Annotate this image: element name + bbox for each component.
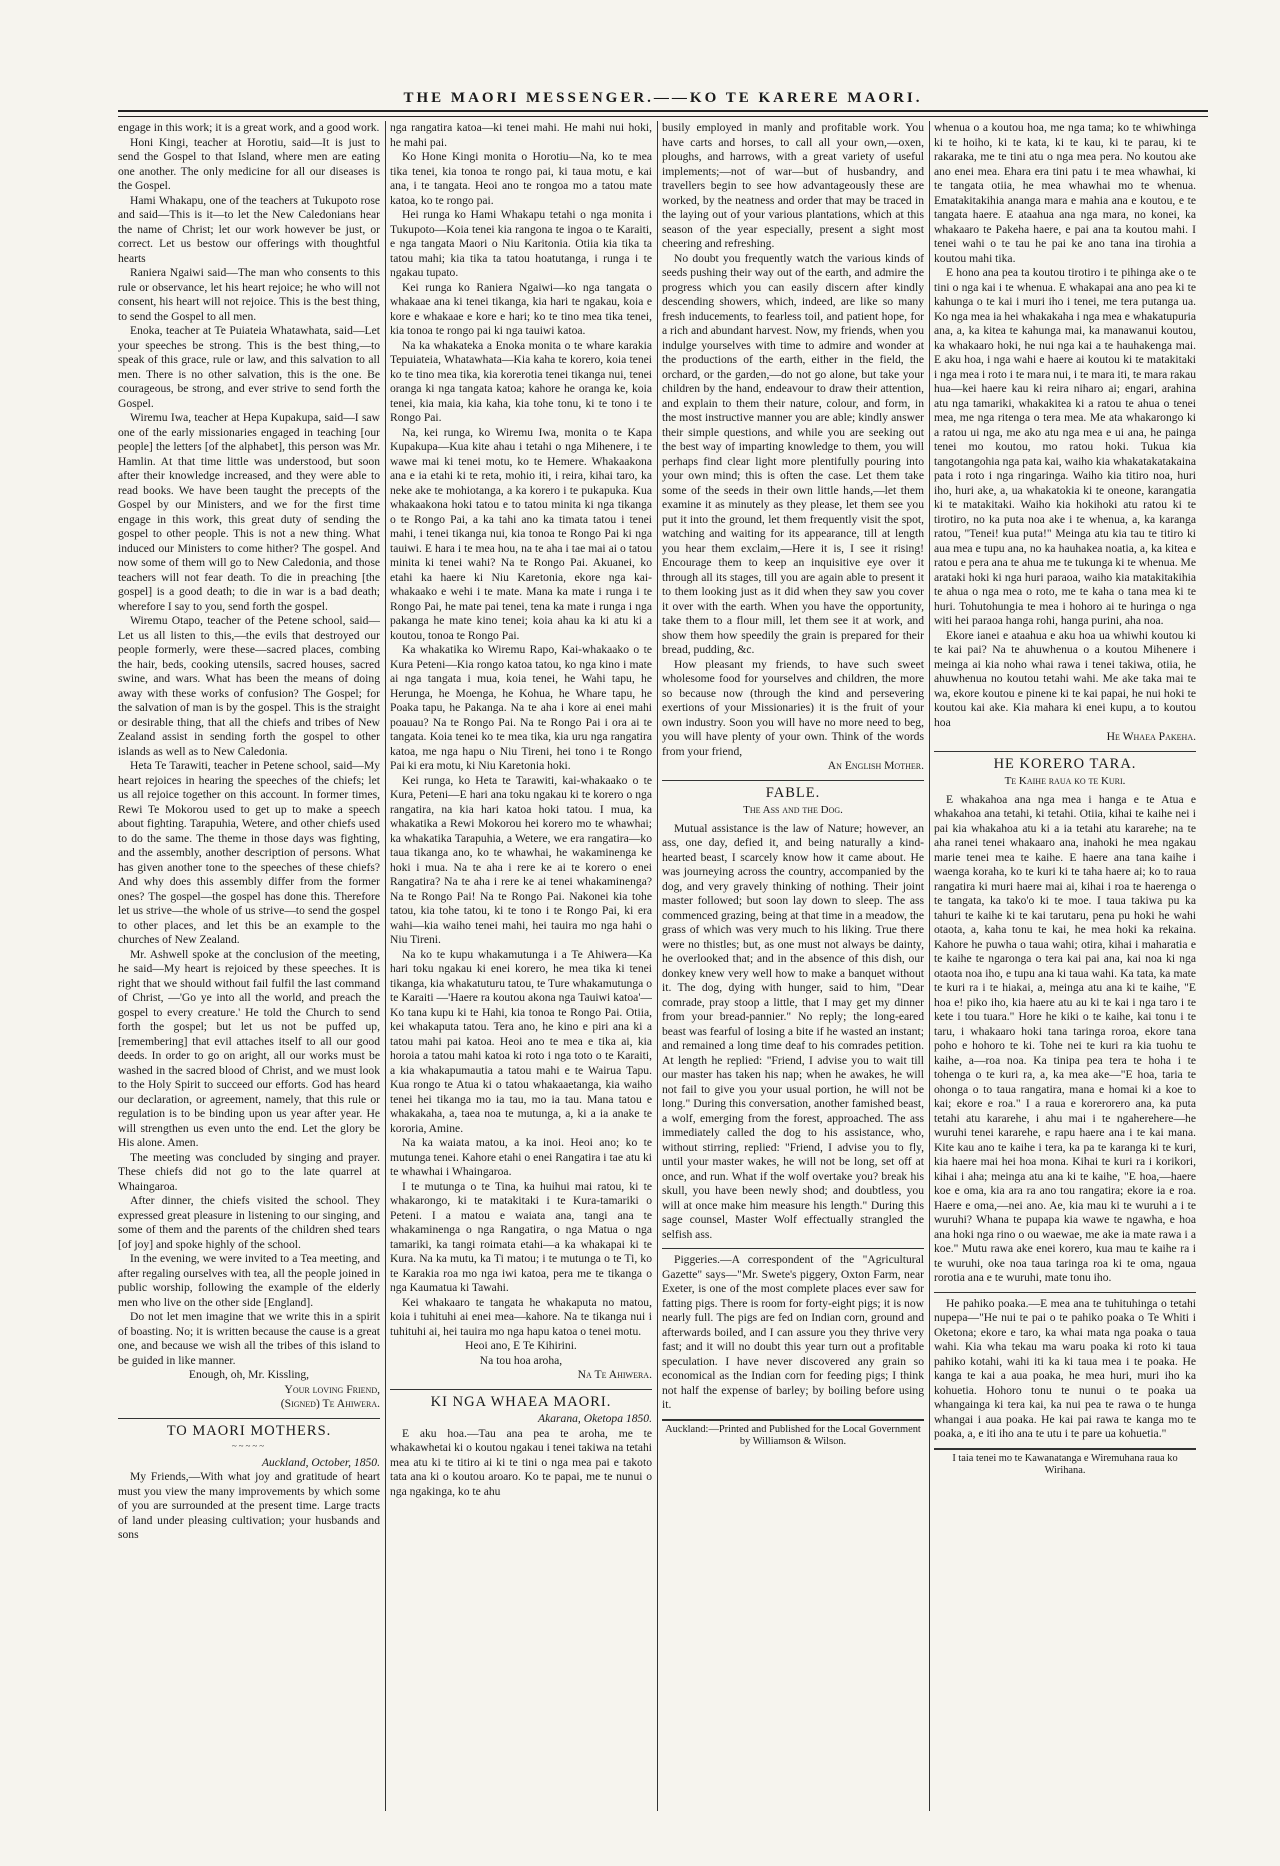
paragraph: Wiremu Iwa, teacher at Hepa Kupakupa, said—I saw one of the early missionaries engaged in teaching [our people] the letters [of the alphabet], this person was Mr. Hamlin. At that time little was understood, but soon after their knowledge increased, and they were able to read books. We have been taught the precepts of the Gospel by our Ministers, and we for the first time engage in this work, this great duty of sending the gospel to other people. This is not a new thing. What induced our Ministers to come hither? The gospel. And now some of them will go to New Caledonia, and those teachers will not fear death. To die in preaching [the gospel] is a good death; to die in war is a bad death; wherefore I say to you, send forth the gospel. [118, 411, 380, 613]
signature-line: Na tou hoa aroha, [479, 1353, 563, 1367]
masthead: THE MAORI MESSENGER.——KO TE KARERE MAORI. [403, 90, 923, 106]
signature-line: Heoi ano, E Te Kihirini. [465, 1339, 577, 1352]
section-heading: FABLE. [662, 780, 924, 801]
paragraph: busily employed in manly and profitable work. You have carts and horses, to call all your own,—oxen, ploughs, and harrows, with a great variety of useful implements;—not of war—but of husbandry, and travellers begin to see how advantageously these are worked, by the neatness and order that may be traced in the laying out of your various plantations, which at this season of the year especially, present a sight most cheering and refreshing. [662, 121, 924, 250]
paragraph: No doubt you frequently watch the various kinds of seeds pushing their way out of the earth, and admire the progress which you can easily discern after kindly descending showers, which, indeed, are like so many fresh inducements, to fearless toil, and patient hope, for a rich and abundant harvest. Now, my friends, when you indulge yourselves with time to admire and wonder at the productions of the earth, either in the field, the orchard, or the garden,—do not go alone, but take your children by the hand, endeavour to draw their attention, and explain to them their nature, colour, and form, in the most instructive manner you are able; kindly answer their simple questions, and while you are seeking out the best way of imparting knowledge to them, you will perhaps find clear light more plentifully pouring into your own mind; this is often the case. Let them take some of the seeds in their own little hands,—let them examine it as minutely as they please, let them see you put it into the ground, let them frequently visit the spot, watching and waiting for its appearance, till at length you hear them exclaim,—Here it is, I see it rising! Encourage them to keep an inquisitive eye over it through all its stages, till you are again able to present it to them looking just as it did when they saw you cover it over with the earth. When you have the opportunity, take them to a flour mill, let them see it at work, and show them how speedily the grain is prepared for their bread, pudding, &c. [662, 251, 924, 656]
dateline: Auckland, October, 1850. [261, 1455, 380, 1469]
paragraph: Na ko te kupu whakamutunga i a Te Ahiwera—Ka hari toku ngakau ki enei korero, he mea tika ki tenei tikanga, kia whakatuturu tatou, te Ture whakamutunga o te Karaiti —'Haere ra koutou akona nga Tauiwi katoa'—Ko tana kupu ki te Hahi, kia tonoa te Rongo Pai. Otiia, kei whakaputa tatou. Tera ano, he kino e piri ana ki a tatou mahi pai katoa. Heoi ano te mea e tika ai, kia horoia a tatou mahi katoa ki roto i nga toto o te Karaiti, a kia whakapumautia a tatou mahi e te Wairua Tapu. Kua rongo te Atua ki o tatou whakaaetanga, kia waiho tenei hei tikanga mo ia tau, mo ia tau. Mana tatou e whakakaha, a, taea noa te mutunga, a, ki a ia anake te kororia, Amine. [390, 947, 652, 1135]
paragraph: Do not let men imagine that we write this in a spirit of boasting. No; it is written because the cause is a great one, and because we wish all the tribes of this island to be guided in like manner. [118, 1310, 380, 1367]
printer-imprint: I taia tenei mo te Kawanatanga e Wiremuhana raua ko Wirihana. [934, 1448, 1196, 1478]
printer-imprint: Auckland:—Printed and Published for the Local Government by Williamson & Wilson. [662, 1419, 924, 1449]
paragraph: Kei runga, ko Heta te Tarawiti, kai-whakaako o te Kura, Peteni—E hari ana toku ngakau ki te korero o nga rangatira, na kia hari katoa hoki tatou. I mua, ka whakatika a Rewi Mokorou hei korero mo te whawhai; ka whakatika Tarapuhia, a Wetere, we era rangatira—ko taua tikanga ano, ko te whawhai, he wakaminenga ke hoki i mua. Na te aha i rere ke ai te korero o enei Rangatira? Na te aha i rere ke ai tenei whakaminenga? Na te Rongo Pai! Na te Rongo Pai. Nakonei kia tohe tatou, kia tohe tatou, ki te tono i te Rongo Pai, ki era wahi—kia waiho tenei mahi, hei tauira mo nga hahi o Niu Tireni. [390, 773, 652, 946]
signature-line: Na Te Ahiwera. [577, 1368, 652, 1381]
paragraph: Hami Whakapu, one of the teachers at Tukupoto rose and said—This is it—to let the New Caledonians hear the name of Christ; let our work however be just, or correct. Let us bestow our offerings with thoughtful hearts [118, 193, 380, 265]
paragraph: Raniera Ngaiwi said—The man who consents to this rule or observance, let his heart rejoice; he who will not consent, his heart will not rejoice. This is the best thing, to send the Gospel to all men. [118, 266, 380, 323]
paragraph: Mutual assistance is the law of Nature; however, an ass, one day, defied it, and being naturally a kind-hearted beast, I scarcely know how it came about. He was journeying across the country, accompanied by the dog, and very gravely thinking of nothing. Their joint master followed; but soon lay down to sleep. The ass commenced grazing, being at that time in a meadow, the grass of which was very much to his liking. True there were no thistles; but, as one must not always be dainty, he overlooked that; and in the absence of this dish, our donkey knew very well how to make a banquet without it. The dog, dying with hunger, said to him, "Dear comrade, pray stoop a little, that I may get my dinner from your bread-pannier." No reply; the long-eared beast was fearful of losing a bite if he wasted an instant; and remained a long time deaf to his comrades petition. At length he replied: "Friend, I advise you to wait till our master has taken his nap; when he awakes, he will not fail to give you your usual portion, he will not be long." During this conversation, another famished beast, a wolf, emerging from the forest, approached. The ass immediately called the dog to his assistance, who, without stirring, replied: "Friend, I advise you to fly, until your master wakes, he will not be long, set off at once, and run. What if the wolf overtake you? break his skull, you have been newly shod; and doubtless, you will at once make him measure his length." During this sage counsel, Master Wolf effectually strangled the selfish ass. [662, 821, 924, 1241]
column-2-maori-report [390, 121, 652, 1811]
column-1-english-report [118, 121, 380, 1811]
signature-line: He Whaea Pakeha. [1106, 730, 1196, 743]
signature-line: (Signed) Te Ahiwera. [280, 1397, 380, 1410]
column-divider [385, 121, 386, 1811]
section-heading: TO MAORI MOTHERS. [118, 1418, 380, 1439]
paragraph: Enoka, teacher at Te Puiateia Whatawhata, said—Let your speeches be strong. This is the best thing,—to speak of this grace, rule or law, and this salvation to all men. There is no other salvation, this is the one. Be courageous, be strong, and ever strive to send forth the Gospel. [118, 324, 380, 410]
paragraph: In the evening, we were invited to a Tea meeting, and after regaling ourselves with tea, all the people joined in public worship, following the example of the elderly men who live on the other side [England]. [118, 1252, 380, 1309]
section-subheading: The Ass and the Dog. [743, 804, 843, 816]
ornament-icon: ~~~~~ [231, 1441, 267, 1451]
paragraph: E whakahoa ana nga mea i hanga e te Atua e whakahoa ana tetahi, ki tetahi. Otiia, kihai te kaihe nei i pai kia whakahoa atu ki a ia tetahi atu kararehe; na te aha ranei tenei whakaaro ana, inahoki he mea ngakau marie tenei mea te kaihe. E haere ana tana kaihe i waenga koraha, ko te kuri ki te taha haere ai; ko to raua rangatira ki muri haere mai ai, kihai i roa te haerenga o te tangata, ka tako'o ki te moe. I taua takiwa pu ka tahuri te kaihe ki te kai tarutaru, pena pu hoki he wahi otaota, a, kaha tonu te kai, he mea hoki ka rekaina. Kahore he puwha o taua wahi; otira, kihai i maharatia e te kaihe te ngaronga o tera kai pai ana, kai noa ki nga otaota noa iho, e tupu ana ki taua wahi. Ka tata, ka mate te kuri ra i te hiakai, a, meinga atu ana ki te kaihe, "E hoa e! piko iho, kia haere atu au ki te kai i nga taro i te kete i tou tuara." Hore he kiki o te kaihe, kai tonu i te taru, i whakaaro hoki tana taringa roroa, ekore tana poho e hohoro te ki. Tohe nei te kuri ra kia tuohu te kaihe, a—roa noa. Ka tinipa pea tera te hoha i te tohenga o te kuri ra, a, ka mea ake—"E hoa, taria te ohonga o to taua rangatira, mana e homai ki a koe to kai; ekore e roa." I a raua e korerorero ana, ka puta tetahi atu kararehe, i ahu mai i te ngaherehere—he wuruhi tenei kararehe, e rapu haere ana i te kai mana. Kite kau ano te kaihe i tera, ka pa te karanga ki te kuri, kia haere mai hei hoa mona. Kihai te kuri ra i korikori, kihai i aha; meinga atu ana ki te kaihe, "E hoa,—haere koe e oma, kia ara ra ano tou rangatira; ekore ia e roa. Haere e oma,—nei ano. Ae, kia mau ki te wuruhi a i te wuruhi? Whana te pupapa kia wawe te ngawha, e hoa ana hoki nga rino o ou waewae, me ake ia mate rawa i a koe." Mutu rawa ake enei korero, kua mau te kaihe ra i te wuruhi, oke noa taua taringa roa ki te oma, ngaua rorotia ana e te wuruhi, mate tonu iho. [934, 792, 1196, 1284]
masthead-rule [118, 110, 1208, 117]
paragraph: Hei runga ko Hami Whakapu tetahi o nga monita i Tukupoto—Koia tenei kia rangona te ingoa o te Karaiti, e nga tangata Maori o Niu Karitonia. Otiia kia tika ta tatou mahi; kia tika ta tatou hoatutanga, i runga i te ngakau tupato. [390, 208, 652, 279]
paragraph: E hono ana pea ta koutou tirotiro i te pihinga ake o te tini o nga kai i te whenua. E whakapai ana ano pea ki te kahunga o te kai i muri iho i tenei, me tera putanga ua. Ko nga mea ia hei whakakaha i nga mea e whakatupuria ana, a, ka kitea te kahunga mai, ka manawanui koutou, ka whakaaro hoki, he nui nga kai a te hauhakenga mai. E aku hoa, i nga wahi e haere ai koutou ki te matakitaki i nga mea i roto i te mara nui, i te mara iti, te mara rakau hua—kei haere kau ki reira niharo ai; engari, arahina atu nga tamariki, whakakitea ki a ratou te ahua o tenei mea, me nga ritenga o tera mea. Me ata whakarongo ki a ratou ui nga, me ako atu nga mea e ui ana, he painga tenei mo koutou, mo ratou hoki. Tukua kia tangotangohia nga pata kai, waiho kia whakatakatakaina pata i roto i nga ringaringa. Waiho kia titiro noa, huri iho, huri ake, a, ua whakatokia ki te oneone, karangatia ki te matakitaki. Waiho kia hokihoki atu ratou ki te tirotiro, no ka puta noa ake i te whenua, a, ka karanga ratou, "Tenei! kua puta!" Meinga atu kia tau te titiro ki aua mea e tupu ana, no ka hauhakea noatia, a, ka kitea e ratou e pera ana te ahua me te tukunga ki te whenua. Me arataki hoki ki nga huri paraoa, waiho kia matakitakihia te ahua o nga mea o roto, me te kaha o tana mea ki te huri. Tohutohungia te mea i hohoro ai te huringa o nga witi hei paraoa hanga rohi, hanga purini, aha noa. [934, 266, 1196, 627]
paragraph: After dinner, the chiefs visited the school. They expressed great pleasure in listening to our singing, and some of them and the parents of the children shed tears [of joy] and spoke highly of the school. [118, 1194, 380, 1251]
paragraph: How pleasant my friends, to have such sweet wholesome food for yourselves and children, the more so because now (through the kind and persevering exertions of your Missionaries) it is the fruit of your own industry. Soon you will have no more need to beg, you will have plenty of your own. Think of the words from your friend, [662, 657, 924, 758]
dateline: Akarana, Oketopa 1850. [538, 1412, 652, 1425]
divider [662, 1248, 924, 1249]
paragraph: I te mutunga o te Tina, ka huihui mai ratou, ki te whakarongo, ki te matakitaki i te Kura-tamariki o Peteni. I a matou e waiata ana, tangi ana te whakaminenga o nga Rangatira, o nga Matua o nga tamariki, ka tangi roimata etahi—a ka whakapai ki te Kura. Na ka mutu, ka Ti matou; i te mutunga o te Ti, ko te Karakia roa mo nga iwi katoa, pera me te tikanga o nga Kaumatua ki Tawahi. [390, 1179, 652, 1294]
signature-line: Your loving Friend, [284, 1382, 380, 1396]
columns [118, 121, 1208, 1811]
paragraph: whenua o a koutou hoa, me nga tama; ko te whiwhinga ki te hoiho, ki te kata, ki te kau, ki te parau, ki te rakaraka, me te tini atu o nga mea pera. No koutou ake ano enei mea. Ehara era tini patu i te mea whawhai, ki te tangata otiia, he mea whawhai mo te whenua. Ematakitakihia ananga mara e mahia ana e koutou, e te tangata haere. E ataahua ana nga mara, no konei, ka whakaaro te Pakeha haere, e pai ana ta koutou mahi. I tenei wahi o te tau he pai ke ano tana ina tirohia a koutou mahi tika. [934, 121, 1196, 265]
newspaper-page [118, 86, 1208, 1816]
paragraph: engage in this work; it is a great work, and a good work. [118, 121, 380, 134]
paragraph: Na ka waiata matou, a ka inoi. Heoi ano; ko te mutunga tenei. Kahore etahi o enei Rangatira i tae atu ki te whawhai i Whaingaroa. [390, 1136, 652, 1178]
paragraph: Piggeries.—A correspondent of the "Agricultural Gazette" says—"Mr. Swete's piggery, Oxton Farm, near Exeter, is one of the most complete places ever saw for fatting pigs. There is room for forty-eight pigs; it is now nearly full. The pigs are fed on Indian corn, ground and afterwards boiled, and I can assure you they thrive very fast; and it will no doubt this year turn out a profitable speculation. I have never discovered any grain so economical as the Indian corn for feeding pigs; I think not half the expense of barley; by boiling before using it. [662, 1253, 924, 1411]
paragraph: The meeting was concluded by singing and prayer. These chiefs did not go to the late quarrel at Whaingaroa. [118, 1150, 380, 1193]
column-3-english-letter-fable [662, 121, 924, 1811]
paragraph: Kei runga ko Raniera Ngaiwi—ko nga tangata o whakaae ana ki tenei tikanga, kia hari te ngakau, koia e kore e whakaae e kore e hari; ko te tino mea tika tenei, kia tonoa te rongo pai ki nga tauiwi katoa. [390, 280, 652, 337]
paragraph: Na ka whakateka a Enoka monita o te whare karakia Tepuiateia, Whatawhata—Kia kaha te korero, koia tenei ko te tino mea tika, kia korerotia tenei tikanga nui, tenei oranga ki nga tangata katoa; kahore he oranga ke, koia tenei, kia maia, kia kaha, kia tohe tonu, ki te tono i te Rongo Pai. [390, 338, 652, 424]
column-divider [929, 121, 930, 1811]
paragraph: E aku hoa.—Tau ana pea te aroha, me te whakawhetai ki o koutou ngakau i tenei takiwa na tetahi mea atu ki te titiro ai ki te tini o nga mea pai e takoto tata ana ki o koutou aroaro. Ko te papai, me te nunui o nga ngakinga, ko te ahu [390, 1426, 652, 1498]
section-heading: HE KORERO TARA. [934, 751, 1196, 772]
paragraph: Honi Kingi, teacher at Horotiu, said—It is just to send the Gospel to that Island, where men are eating one another. The only medicine for all our diseases is the Gospel. [118, 135, 380, 192]
paragraph: Ka whakatika ko Wiremu Rapo, Kai-whakaako o te Kura Peteni—Kia rongo katoa tatou, ko nga kino i mate ai nga tangata i mua, koia tenei, he Wahi tapu, he Herunga, he Moenga, he Kohua, he Whare tapu, he Poaka tapu, he Pakanga. Na te aha i kore ai enei mahi poauau? Na te Rongo Pai. Na te Rongo Pai i ora ai te tangata. Koia tenei ko te mea tika, kia uru nga rangatira katoa, me nga hapu o Niu Tireni, hei tono i te Rongo Pai ki era motu, ki Niu Karetonia hoki. [390, 643, 652, 772]
signature-line: An English Mother. [827, 759, 924, 772]
paragraph: Ko Hone Kingi monita o Horotiu—Na, ko te mea tika tenei, kia tonoa te rongo pai, ki taua motu, e kai ana, i te tangata. Heoi ano te rongoa mo a tatou mate katoa, ko te rongo pai. [390, 150, 652, 207]
column-4-maori-letter-fable [934, 121, 1196, 1811]
section-subheading: Te Kaihe raua ko te Kuri. [1004, 775, 1126, 787]
paragraph: My Friends,—With what joy and gratitude of heart must you view the many improvements by which some of you are surrounded at the present time. Large tracts of land under pleasing cultivation; your husbands and sons [118, 1470, 380, 1541]
section-heading: KI NGA WHAEA MAORI. [390, 1389, 652, 1410]
paragraph: Kei whakaaro te tangata he whakaputa no matou, koia i tuhituhi ai enei mea—kahore. Na te tikanga nui i tuhituhi ai, hei tauira mo nga hapu katoa o tenei motu. [390, 1295, 652, 1338]
signature-line: Enough, oh, Mr. Kissling, [188, 1368, 310, 1381]
paragraph: Mr. Ashwell spoke at the conclusion of the meeting, he said—My heart is rejoiced by these speeches. It is right that we should without fail fulfil the last command of Christ, —'Go ye into all the world, and preach the gospel to every creature.' He told the Church to send forth the gospel; but let us not be puffed up, [remembering] that evil attaches itself to all our good deeds. In order to go on aright, all our works must be washed in the sacred blood of Christ, and we must look to the Holy Spirit to succeed our efforts. God has heard our declaration, or agreement, namely, that this rule or regulation is to be binding upon us year after year. He will strengthen us even unto the end. Let the glory be His alone. Amen. [118, 947, 380, 1149]
paragraph: Ekore ianei e ataahua e aku hoa ua whiwhi koutou ki te kai pai? Na te ahuwhenua o a koutou Mihenere i meinga ai kia noho whai rawa i tenei takiwa, otiia, he ahuwhenua no koutou tetahi wahi. Me ake taka mai te wa, ekore koutou e pinene ki te kai papai, he nui hoki te koutou kai ake. Kia mahara ki enei kupu, a to koutou hoa [934, 628, 1196, 729]
paragraph: Wiremu Otapo, teacher of the Petene school, said—Let us all listen to this,—the evils that destroyed our people formerly, were these—sacred places, combing the hair, beds, cooking utensils, sacred houses, sacred swine, and wars. What has been the means of doing away with these works of confusion? The Gospel; for the salvation of man is by the gospel. This is the straight or desirable thing, that all the chiefs and tribes of New Zealand assist in sending forth the gospel to other islands as well as to New Caledonia. [118, 614, 380, 758]
paragraph: He pahiko poaka.—E mea ana te tuhituhinga o tetahi nupepa—"He nui te pai o te pahiko poaka o Te Whiti i Oketona; ekore e taro, ka whai mata nga poaka o taua wahi. Kia wha tekau ma waru poaka ki roto ki taua pahiko kotahi, wahi iti ka ki taua mea i te poaka. He kanga te kai a aua poaka, he mea huri, muri iho ka kohuetia. Hohoro tonu te nunui o te poaka ua whangainga ki tera kai, ka nui pea te rawa o te hunga whangai i aua poaka. He kai pai rawa te kanga mo te poaka, a, e iti iho ana te utu i te pare ua kohuetia." [934, 1296, 1196, 1440]
divider [934, 1292, 1196, 1293]
paragraph: Heta Te Tarawiti, teacher in Petene school, said—My heart rejoices in hearing the speeches of the chiefs; let us all rejoice together on this account. In former times, Rewi Te Mokorou used to get up to make a speech about fighting. Tarapuhia, Wetere, and other chiefs used to do the same. The theme in those days was fighting, and the assembly, another description of persons. What has given another tone to the speeches of these chiefs? And why does this assembly differ from the former ones? The gospel—the gospel has done this. Therefore let us strive—the whole of us strive—to send the gospel to other places, and let this be an example to the churches of New Zealand. [118, 759, 380, 946]
paragraph: Na, kei runga, ko Wiremu Iwa, monita o te Kapa Kupakupa—Kua kite ahau i tetahi o nga Mihenere, i te wawe mai ki tenei motu, ko te Hemere. Whakaakona ana e ia etahi ki te reta, mohio iti, i reira, kihai taro, ka neke ake te mohiotanga, a ka korero i te pukapuka. Kua whakaakona hoki tatou e to tatou minita ki nga tikanga o te Rongo Pai, a ka tahi ano ka timata tatou i tenei mahi, i tenei tikanga nui, kia tonoa te Rongo Pai ki nga tauiwi. E hara i te mea hou, na te aha i tae mai ai o tatou minita ki tenei wahi? Na te Rongo Pai. Akuanei, ko etahi ka haere ki Niu Karetonia, ekore nga kai-whakaako e wehi i te mate. Mana ka mate i runga i te Rongo Pai, he mate pai tenei, tena ka mate i runga i nga pakanga he mate kino tenei; koia ahau ka ki atu ki a koutou, tonoa te Rongo Pai. [390, 425, 652, 642]
paragraph: nga rangatira katoa—ki tenei mahi. He mahi nui hoki, he mahi pai. [390, 121, 652, 149]
column-divider [657, 121, 658, 1811]
